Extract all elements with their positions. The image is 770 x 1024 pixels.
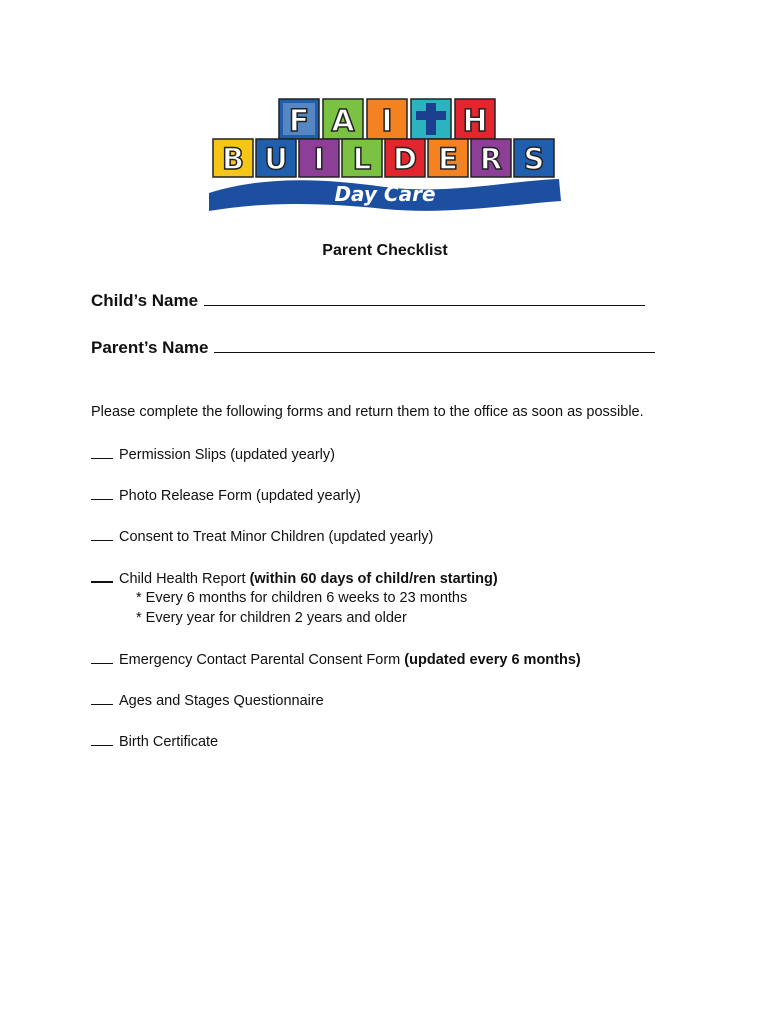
checkbox-blank[interactable] [91,446,113,459]
logo-letter: I [381,104,393,139]
parent-name-line[interactable] [214,336,655,353]
checklist-item-label: Permission Slips (updated yearly) [119,447,335,463]
parent-name-field[interactable] [91,336,655,358]
logo-daycare-banner [209,179,561,211]
health-report-note: * Every year for children 2 years and older [136,610,407,626]
logo-letter: E [438,142,458,176]
checkbox-blank[interactable] [91,733,113,746]
page-title: Parent Checklist [322,242,448,259]
checkbox-blank[interactable] [91,692,113,705]
checklist-item [91,569,498,587]
health-report-note: * Every 6 months for children 6 weeks to 23 months [136,590,468,606]
checkbox-blank[interactable] [91,569,113,583]
checklist-item-emphasis: (updated every 6 months) [404,652,581,668]
child-name-line[interactable] [204,289,645,306]
checkbox-blank[interactable] [91,528,113,541]
logo-letter: F [288,104,310,139]
logo-letter: U [264,142,288,176]
checklist-item [91,733,218,750]
logo-letter: I [313,142,325,176]
checklist-item [91,446,335,463]
logo-letter: A [331,104,355,139]
checklist-item-label: Photo Release Form (updated yearly) [119,488,361,504]
checkbox-blank[interactable] [91,651,113,664]
checklist-item [91,528,433,545]
checklist-item [91,692,324,709]
child-name-label: Child’s Name [91,291,199,310]
logo-letter: B [221,142,245,176]
checklist-item-label: Ages and Stages Questionnaire [119,693,324,709]
child-name-field[interactable] [91,289,645,311]
logo-letter: R [479,142,503,176]
checklist-item-emphasis: (within 60 days of child/ren starting) [249,571,498,587]
checklist-item [91,651,581,668]
logo-faith-row [279,99,495,139]
instruction-text: Please complete the following forms and return them to the office as soon as possible. [91,404,644,420]
checklist-item-label: Emergency Contact Parental Consent Form [119,652,405,668]
logo-letter: H [462,104,488,139]
checklist-item [91,487,361,504]
checkbox-blank[interactable] [91,487,113,500]
faith-builders-logo [207,97,563,217]
logo-banner-text: Day Care [334,182,436,206]
checklist-item-label: Consent to Treat Minor Children (updated yearly) [119,529,434,545]
checklist-item-label: Child Health Report [119,571,250,587]
logo-letter: S [523,142,545,176]
logo-letter: D [392,142,418,176]
parent-name-label: Parent’s Name [91,338,209,357]
checklist-item-label: Birth Certificate [119,734,219,750]
logo-builders-row [213,139,554,177]
logo-letter: L [352,142,372,176]
